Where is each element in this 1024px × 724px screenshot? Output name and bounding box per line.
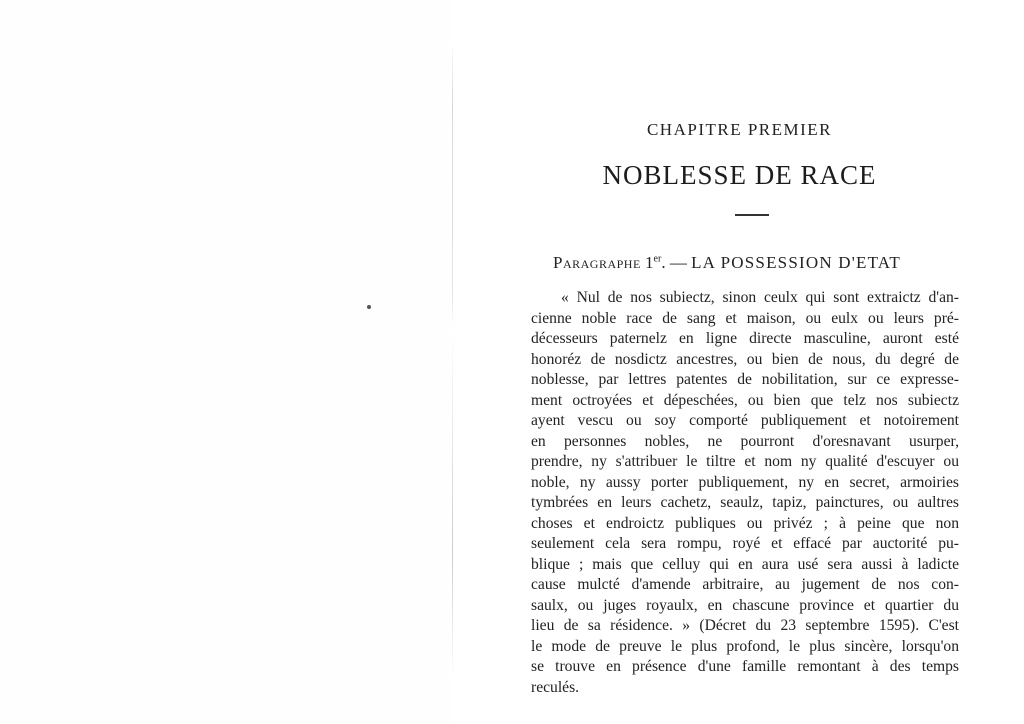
text-line: blique ; mais que celluy qui en aura usé sera aussi à ladicte [531, 555, 959, 573]
text-line: noblesse, par lettres patentes de nobilitation, sur ce expresse- [531, 371, 959, 388]
text-line: ayent vescu ou soy comporté publiquement et notoirement [531, 412, 959, 429]
blank-left-page [0, 0, 450, 724]
chapter-label: CHAPITRE PREMIER [646, 120, 833, 139]
page-gutter [452, 40, 453, 680]
text-line: seulement cela sera rompu, royé et effacé par auctorité pu- [531, 535, 959, 552]
section-word: Paragraphe [553, 253, 641, 272]
text-line: prendre, ny s'attribuer le tiltre et nom ny qualité d'escuyer ou [531, 453, 959, 470]
text-line: saulx, ou juges royaulx, en chascune province et quartier du [531, 596, 959, 614]
chapter-title: NOBLESSE DE RACE [602, 160, 877, 190]
text-line: noble, ny aussy porter publiquement, ny en secret, armoiries [531, 473, 959, 491]
text-line: lieu de sa résidence. » (Décret du 23 septembre 1595). C'est [531, 617, 959, 634]
section-separator: . — [661, 253, 687, 272]
text-line: le mode de preuve le plus profond, le plus sincère, lorsqu'on [531, 637, 959, 655]
text-line: « Nul de nos subiectz, sinon ceulx qui sont extraictz d'an- [561, 289, 959, 306]
text-line: ment octroyées et dépeschées, ou bien que telz nos subiectz [531, 391, 959, 409]
section-heading [553, 253, 901, 273]
text-line: se trouve en présence d'une famille remontant à des temps [531, 658, 959, 675]
text-line: choses et endroictz publiques ou privéz ; à peine que non [531, 514, 959, 532]
section-number: 1er [645, 253, 662, 272]
text-line: en personnes nobles, ne pourront d'oresnavant usurper, [531, 432, 959, 450]
ink-speck [367, 305, 371, 309]
text-page [455, 0, 1024, 724]
text-line: décesseurs paternelz en ligne directe masculine, auront esté [531, 330, 959, 347]
body-paragraph [531, 288, 959, 698]
text-line: cienne noble race de sang et maison, ou eulx ou leurs pré- [531, 309, 959, 327]
section-number-suffix: er [653, 253, 662, 265]
text-line: tymbrées en leurs cachetz, seaulz, tapiz, painctures, ou aultres [531, 494, 959, 511]
text-line: reculés. [531, 678, 580, 696]
text-line: honoréz de nosdictz ancestres, ou bien de nous, du degré de [531, 350, 959, 368]
section-title: LA POSSESSION D'ETAT [691, 253, 901, 272]
title-rule [735, 214, 769, 216]
text-line: cause mulcté d'amende arbitraire, au jugement de nos con- [531, 576, 959, 593]
